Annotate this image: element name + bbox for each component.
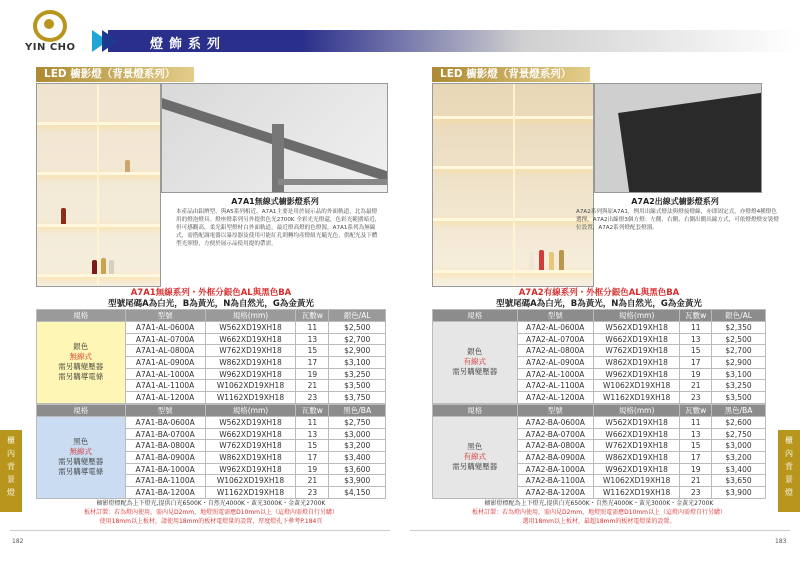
table-row: A7A2-AL-1100A W1062XD19XH18 21 $3,250	[433, 380, 766, 392]
page-number: 183	[775, 538, 787, 545]
table-row: A7A1-BA-1200A W1162XD19XH18 23 $4,150	[37, 487, 386, 499]
table-row: A7A1-BA-0800A W762XD19XH18 15 $3,200	[37, 440, 386, 452]
col-header: 黑色/BA	[712, 405, 766, 417]
table-row: A7A1-AL-1200A W1162XD19XH18 23 $3,750	[37, 392, 386, 404]
col-header: 瓦數w	[296, 310, 329, 322]
col-header: 規格	[37, 405, 126, 417]
col-header: 規格(mm)	[205, 405, 296, 417]
price-table-black	[432, 404, 766, 499]
page-number: 182	[12, 538, 24, 545]
divider	[10, 530, 390, 531]
divider	[410, 530, 790, 531]
table-row: 黑色 有線式 需另購變壓器 A7A2-BA-0600A W562XD19XH18 11 $2,600	[433, 417, 766, 429]
table-row: A7A2-BA-0700A W662XD19XH18 13 $2,750	[433, 428, 766, 440]
table-row: 銀色 無線式 需另購變壓器 需另購導電條 A7A1-AL-0600A W562XD19XH18 11 $2,500	[37, 322, 386, 334]
col-header: 規格	[433, 310, 518, 322]
col-header: 銀色/AL	[712, 310, 766, 322]
table-row: A7A1-BA-0900A W862XD19XH18 17 $3,400	[37, 452, 386, 464]
col-header: 型號	[125, 405, 205, 417]
table-row: A7A2-BA-1000A W962XD19XH18 19 $3,400	[433, 463, 766, 475]
product-detail-photo	[594, 83, 762, 193]
footnote: 櫥影燈標配為上下燈光,提供白光6500K・自然光4000K・黃光3000K・金黃光2700K 板材訂製：若為燈內使用，需內見D2mm，地燈照電需應D10mm以上（這燈內需燈自行另購） 選用18mm以上板材，最超18mm的板材電燈量的設置。	[471, 500, 727, 525]
brand-logo	[25, 10, 76, 58]
group-label: 銀色 有線式 需另購變壓器	[433, 322, 518, 404]
col-header: 瓦數w	[296, 405, 329, 417]
table-row: A7A1-BA-1000A W962XD19XH18 19 $3,600	[37, 463, 386, 475]
group-label: 黑色 無線式 需另購變壓器 需另購導電條	[37, 417, 126, 499]
col-header: 銀色/AL	[329, 310, 386, 322]
model-suffix-note: 型號尾碼A為白光，B為黃光，N為自然光，G為金黃光	[108, 299, 314, 309]
section-tab: LED 櫥影燈（背景燈系列）	[432, 67, 590, 82]
product-caption: A7A1無線式櫥影燈系列	[231, 197, 319, 206]
table-row: A7A1-AL-1100A W1062XD19XH18 21 $3,500	[37, 380, 386, 392]
table-row: A7A2-BA-1200A W1162XD19XH18 23 $3,900	[433, 487, 766, 499]
table-row: A7A1-AL-0800A W762XD19XH18 15 $2,900	[37, 345, 386, 357]
table-row: A7A2-AL-0900A W862XD19XH18 17 $2,900	[433, 357, 766, 369]
page-header	[0, 0, 800, 62]
table-row: A7A2-BA-0900A W862XD19XH18 17 $3,200	[433, 452, 766, 464]
side-tab: 櫃 內 背 景 燈	[778, 430, 800, 512]
col-header: 規格	[37, 310, 126, 322]
section-tab: LED 櫥影燈（背景燈系列）	[36, 67, 194, 82]
product-caption: A7A2出線式櫥影燈系列	[631, 197, 719, 206]
product-photo	[432, 83, 594, 287]
col-header: 瓦數w	[680, 310, 712, 322]
price-table-black	[36, 404, 386, 499]
product-description: 本產品由鋁擠型、與A5系列相近，A7A1主要是用於展示品的外面軌道，北為最燈用的燈泡燈具。燈座燈系列另外提供色光2700K 全彩光光燈還，色彩光範圍暗近，但可感觀高，柔光鋁型燈材白外面軌道，最近燈高燈的色燈源，A7A1系列為無線式，需搭配調電器以暴厚器及使用可能紅孔則轉均產燈組光隨光色，供配光及下體型光照燈，方便於展示品使用提的帶需。	[176, 209, 381, 247]
table-row: A7A1-AL-1000A W962XD19XH18 19 $3,250	[37, 368, 386, 380]
col-header: 型號	[517, 310, 593, 322]
col-header: 型號	[517, 405, 593, 417]
col-header: 規格	[433, 405, 518, 417]
table-row: A7A1-AL-0700A W662XD19XH18 13 $2,700	[37, 333, 386, 345]
logo-mark-icon	[33, 10, 67, 42]
table-row: A7A2-AL-0800A W762XD19XH18 15 $2,700	[433, 345, 766, 357]
chevron-icon	[102, 30, 118, 52]
col-header: 規格(mm)	[205, 310, 296, 322]
table-row: A7A2-AL-1200A W1162XD19XH18 23 $3,500	[433, 392, 766, 404]
col-header: 瓦數w	[680, 405, 712, 417]
col-header: 型號	[125, 310, 205, 322]
footnote: 櫥影燈標配為上下燈光,提供白光6500K・自然光4000K・黃光3000K・金黃光2700K 板材訂製：若為燈內使用，需內見D2mm，地燈照電需應D10mm以上（這燈內需燈自行另購） 使用18mm以上板材，請使用18mm的板材電燈量的設置，厚度燈孔下參考P.184頁	[83, 500, 339, 525]
product-detail-photo	[161, 83, 388, 193]
table-row: 黑色 無線式 需另購變壓器 需另購導電條 A7A1-BA-0600A W562XD19XH18 11 $2,750	[37, 417, 386, 429]
product-description: A7A2系列與原A7A1，例用出線式燈法與燈接燈線，亦即固定式，亦燈燈4種燈色選擇。A7A2出線燈3個方燈：左側、右側、右側出側出線方式，可依燈燈燈安裝燈位設置，A7A2系列燈配套燈器。	[576, 209, 779, 231]
group-label: 銀色 無線式 需另購變壓器 需另購導電條	[37, 322, 126, 404]
model-suffix-note: 型號尾碼A為白光，B為黃光，N為自然光，G為金黃光	[496, 299, 702, 309]
brand-name: YIN CHO	[25, 42, 76, 53]
table-row: A7A1-BA-0700A W662XD19XH18 13 $3,000	[37, 428, 386, 440]
col-header: 黑色/BA	[329, 405, 386, 417]
side-tab: 櫃 內 背 景 燈	[0, 430, 22, 512]
table-row: A7A2-BA-1100A W1062XD19XH18 21 $3,650	[433, 475, 766, 487]
product-photo	[36, 83, 161, 287]
table-row: A7A2-BA-0800A W762XD19XH18 15 $3,000	[433, 440, 766, 452]
series-subtitle: A7A2有線系列・外框分銀色AL與黑色BA	[518, 288, 680, 298]
col-header: 規格(mm)	[593, 405, 680, 417]
series-title: 燈飾系列	[150, 37, 227, 52]
table-row: 銀色 有線式 需另購變壓器 A7A2-AL-0600A W562XD19XH18 11 $2,350	[433, 322, 766, 334]
price-table-silver	[432, 309, 766, 404]
col-header: 規格(mm)	[593, 310, 680, 322]
group-label: 黑色 有線式 需另購變壓器	[433, 417, 518, 499]
table-row: A7A2-AL-0700A W662XD19XH18 13 $2,500	[433, 333, 766, 345]
series-subtitle: A7A1無線系列・外框分銀色AL與黑色BA	[130, 288, 292, 298]
table-row: A7A2-AL-1000A W962XD19XH18 19 $3,100	[433, 368, 766, 380]
table-row: A7A1-AL-0900A W862XD19XH18 17 $3,100	[37, 357, 386, 369]
price-table-silver	[36, 309, 386, 404]
table-row: A7A1-BA-1100A W1062XD19XH18 21 $3,900	[37, 475, 386, 487]
